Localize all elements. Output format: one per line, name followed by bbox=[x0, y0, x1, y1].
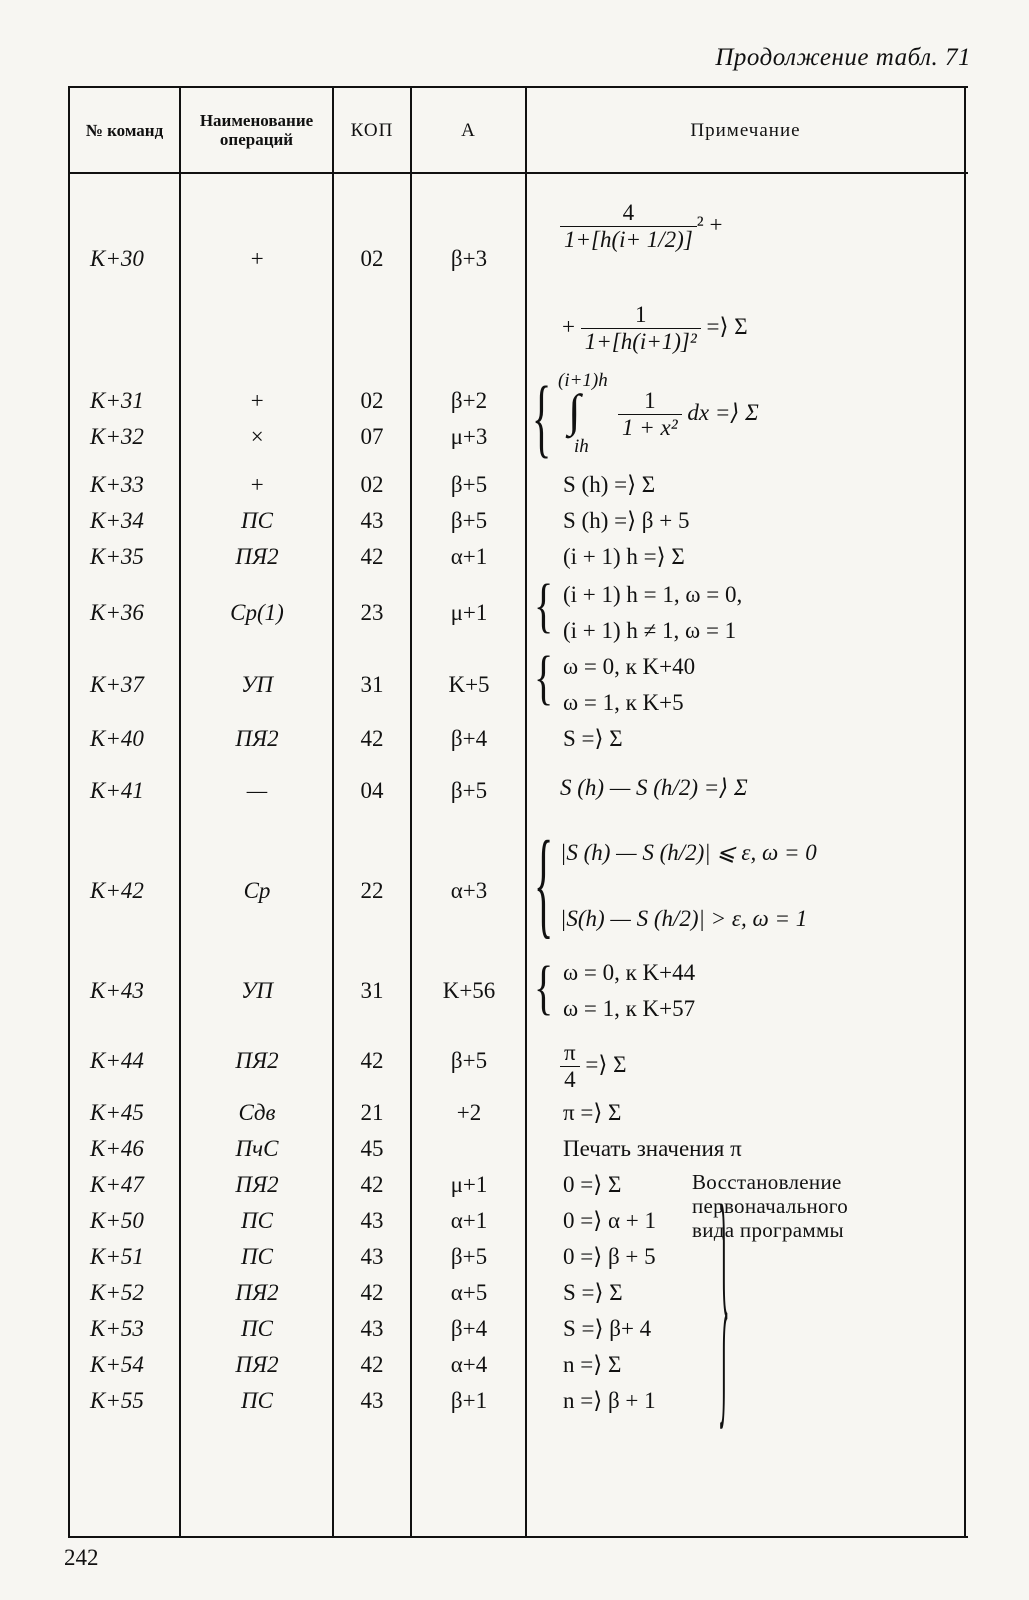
address-cell: β+1 bbox=[450, 1388, 488, 1413]
column-divider bbox=[525, 88, 527, 1536]
integral-upper-limit: (i+1)h bbox=[558, 370, 608, 391]
kop-cell: 02 bbox=[360, 388, 384, 413]
denominator: 1 + x² bbox=[622, 415, 678, 440]
command-number-cell: K+33 bbox=[90, 472, 144, 497]
denominator: 1+[h(i+ 1/2)] bbox=[564, 227, 693, 252]
operation-cell: ПЯ2 bbox=[235, 544, 279, 569]
note-cell: S =⟩ β+ 4 bbox=[563, 1316, 652, 1341]
address-cell: α+4 bbox=[450, 1352, 488, 1377]
integral-lower-limit: ih bbox=[574, 436, 589, 457]
column-divider bbox=[179, 88, 181, 1536]
operation-cell: ПЯ2 bbox=[235, 1172, 279, 1197]
kop-cell: 43 bbox=[360, 508, 384, 533]
kop-cell: 43 bbox=[360, 1316, 384, 1341]
command-number-cell: K+40 bbox=[90, 726, 144, 751]
operation-cell: + bbox=[249, 388, 265, 413]
operation-cell: ПЯ2 bbox=[235, 1280, 279, 1305]
address-cell: β+5 bbox=[450, 1244, 488, 1269]
numerator: π bbox=[560, 1040, 580, 1067]
kop-cell: 02 bbox=[360, 246, 384, 271]
table-border-left bbox=[68, 88, 70, 1536]
command-number-cell: K+34 bbox=[90, 508, 144, 533]
operation-cell: ПчС bbox=[235, 1136, 279, 1161]
closing-brace-icon: } bbox=[718, 1147, 730, 1454]
header-command-number: № команд bbox=[85, 120, 164, 140]
kop-cell: 04 bbox=[360, 778, 384, 803]
formula-tail: ² + bbox=[696, 211, 723, 237]
kop-cell: 42 bbox=[360, 544, 384, 569]
kop-cell: 02 bbox=[360, 472, 384, 497]
table-caption: Продолжение табл. 71 bbox=[715, 44, 971, 71]
command-number-cell: K+42 bbox=[90, 878, 144, 903]
address-cell: β+4 bbox=[450, 1316, 488, 1341]
brace-icon: { bbox=[532, 367, 552, 467]
brace-icon: { bbox=[534, 643, 554, 711]
address-cell: μ+1 bbox=[450, 600, 488, 625]
address-cell: +2 bbox=[456, 1100, 482, 1125]
note-cell: ω = 0, к K+40 bbox=[563, 654, 696, 679]
operation-cell: ПС bbox=[241, 508, 273, 533]
operation-cell: ПС bbox=[241, 1316, 273, 1341]
command-number-cell: K+46 bbox=[90, 1136, 144, 1161]
command-number-cell: K+47 bbox=[90, 1172, 144, 1197]
operation-cell: ПЯ2 bbox=[235, 1048, 279, 1073]
kop-cell: 31 bbox=[360, 672, 384, 697]
note-cell: S =⟩ Σ bbox=[563, 1280, 623, 1305]
note-cell: (i + 1) h = 1, ω = 0, bbox=[563, 582, 743, 607]
address-cell: β+5 bbox=[450, 508, 488, 533]
formula-k44 bbox=[560, 1040, 626, 1093]
side-note-line: Восстановление bbox=[692, 1170, 842, 1194]
address-cell: α+1 bbox=[450, 544, 488, 569]
note-cell: S =⟩ Σ bbox=[563, 726, 623, 751]
command-number-cell: K+36 bbox=[90, 600, 144, 625]
operation-cell: — bbox=[246, 778, 268, 803]
kop-cell: 43 bbox=[360, 1244, 384, 1269]
formula-k42-line1: |S (h) — S (h/2)| ⩽ ε, ω = 0 bbox=[560, 840, 817, 865]
address-cell: β+5 bbox=[450, 472, 488, 497]
formula-k30 bbox=[560, 200, 722, 253]
operation-cell: УП bbox=[240, 672, 274, 697]
operation-cell: × bbox=[249, 424, 265, 449]
note-cell: 0 =⟩ α + 1 bbox=[563, 1208, 656, 1233]
kop-cell: 42 bbox=[360, 1352, 384, 1377]
numerator: 4 bbox=[560, 200, 697, 227]
kop-cell: 42 bbox=[360, 1280, 384, 1305]
address-cell: K+56 bbox=[442, 978, 496, 1003]
kop-cell: 31 bbox=[360, 978, 384, 1003]
command-table bbox=[68, 86, 968, 1538]
note-cell: n =⟩ Σ bbox=[563, 1352, 622, 1377]
note-cell: (i + 1) h =⟩ Σ bbox=[563, 544, 685, 569]
address-cell: β+5 bbox=[450, 1048, 488, 1073]
address-cell: β+5 bbox=[450, 778, 488, 803]
kop-cell: 43 bbox=[360, 1208, 384, 1233]
numerator: 1 bbox=[618, 388, 682, 415]
kop-cell: 21 bbox=[360, 1100, 384, 1125]
note-cell-line2: (i + 1) h ≠ 1, ω = 1 bbox=[563, 618, 737, 643]
formula-k41: S (h) — S (h/2) =⟩ Σ bbox=[560, 775, 748, 800]
restore-program-note bbox=[692, 1170, 848, 1242]
operation-cell: + bbox=[249, 246, 265, 271]
kop-cell: 07 bbox=[360, 424, 384, 449]
note-cell: Печать значения π bbox=[563, 1136, 742, 1161]
integral-sign-icon: ∫ bbox=[568, 385, 581, 436]
brace-icon: { bbox=[534, 815, 554, 950]
denominator: 4 bbox=[564, 1067, 576, 1092]
formula-tail: =⟩ Σ bbox=[585, 1051, 627, 1077]
operation-cell: ПС bbox=[241, 1244, 273, 1269]
header-operation-name: Наименование операций bbox=[199, 111, 314, 149]
note-cell: 0 =⟩ β + 5 bbox=[563, 1244, 656, 1269]
address-cell: μ+1 bbox=[450, 1172, 488, 1197]
command-number-cell: K+52 bbox=[90, 1280, 144, 1305]
address-cell: β+3 bbox=[450, 246, 488, 271]
note-cell-line2: ω = 1, к K+57 bbox=[563, 996, 696, 1021]
brace-icon: { bbox=[534, 953, 554, 1021]
operation-cell: УП bbox=[240, 978, 274, 1003]
operation-cell: ПЯ2 bbox=[235, 1352, 279, 1377]
brace-icon: { bbox=[534, 571, 554, 639]
fraction bbox=[581, 302, 701, 355]
command-number-cell: K+41 bbox=[90, 778, 144, 803]
command-number-cell: K+53 bbox=[90, 1316, 144, 1341]
formula-k31 bbox=[618, 388, 759, 441]
header-a: А bbox=[461, 119, 476, 141]
command-number-cell: K+50 bbox=[90, 1208, 144, 1233]
header-note: Примечание bbox=[690, 119, 801, 141]
operation-cell: ПЯ2 bbox=[235, 726, 279, 751]
side-note-line: вида программы bbox=[692, 1218, 844, 1242]
operation-cell: Cp(1) bbox=[230, 600, 284, 625]
command-number-cell: K+44 bbox=[90, 1048, 144, 1073]
side-note-line: первоначального bbox=[692, 1194, 849, 1218]
address-cell: α+3 bbox=[450, 878, 488, 903]
note-cell: n =⟩ β + 1 bbox=[563, 1388, 656, 1413]
command-number-cell: K+43 bbox=[90, 978, 144, 1003]
kop-cell: 43 bbox=[360, 1388, 384, 1413]
header-kop: КОП bbox=[350, 119, 394, 141]
kop-cell: 45 bbox=[360, 1136, 384, 1161]
note-cell: 0 =⟩ Σ bbox=[563, 1172, 622, 1197]
formula-tail: dx =⟩ Σ bbox=[687, 399, 759, 425]
operation-cell: ПС bbox=[241, 1208, 273, 1233]
operation-cell: + bbox=[249, 472, 265, 497]
note-cell: π =⟩ Σ bbox=[563, 1100, 622, 1125]
address-cell: α+5 bbox=[450, 1280, 488, 1305]
note-cell: S (h) =⟩ Σ bbox=[563, 472, 656, 497]
address-cell: K+5 bbox=[448, 672, 490, 697]
kop-cell: 42 bbox=[360, 1048, 384, 1073]
numerator: 1 bbox=[581, 302, 701, 329]
command-number-cell: K+51 bbox=[90, 1244, 144, 1269]
kop-cell: 23 bbox=[360, 600, 384, 625]
address-cell: μ+3 bbox=[450, 424, 488, 449]
denominator: 1+[h(i+1)]² bbox=[584, 329, 697, 354]
kop-cell: 42 bbox=[360, 726, 384, 751]
table-border-right bbox=[964, 88, 966, 1536]
command-number-cell: K+30 bbox=[90, 246, 144, 271]
operation-cell: Cp bbox=[243, 878, 271, 903]
command-number-cell: K+45 bbox=[90, 1100, 144, 1125]
formula-k30-line2 bbox=[562, 302, 748, 355]
command-number-cell: K+54 bbox=[90, 1352, 144, 1377]
kop-cell: 42 bbox=[360, 1172, 384, 1197]
operation-cell: ПС bbox=[241, 1388, 273, 1413]
plus-sign: + bbox=[562, 313, 575, 339]
address-cell: α+1 bbox=[450, 1208, 488, 1233]
address-cell: β+2 bbox=[450, 388, 488, 413]
column-divider bbox=[410, 88, 412, 1536]
note-cell-line2: ω = 1, к K+5 bbox=[563, 690, 684, 715]
command-number-cell: K+31 bbox=[90, 388, 144, 413]
command-number-cell: K+55 bbox=[90, 1388, 144, 1413]
note-cell: S (h) =⟩ β + 5 bbox=[563, 508, 690, 533]
formula-tail: =⟩ Σ bbox=[706, 313, 748, 339]
fraction bbox=[618, 388, 682, 441]
address-cell: β+4 bbox=[450, 726, 488, 751]
fraction bbox=[560, 1040, 580, 1093]
formula-k42-line2: |S(h) — S (h/2)| > ε, ω = 1 bbox=[560, 906, 808, 931]
fraction bbox=[560, 200, 697, 253]
page-number: 242 bbox=[64, 1545, 99, 1570]
note-cell: ω = 0, к K+44 bbox=[563, 960, 696, 985]
command-number-cell: K+37 bbox=[90, 672, 144, 697]
operation-cell: Cдв bbox=[238, 1100, 276, 1125]
kop-cell: 22 bbox=[360, 878, 384, 903]
command-number-cell: K+32 bbox=[90, 424, 144, 449]
command-number-cell: K+35 bbox=[90, 544, 144, 569]
header-divider bbox=[68, 172, 968, 174]
